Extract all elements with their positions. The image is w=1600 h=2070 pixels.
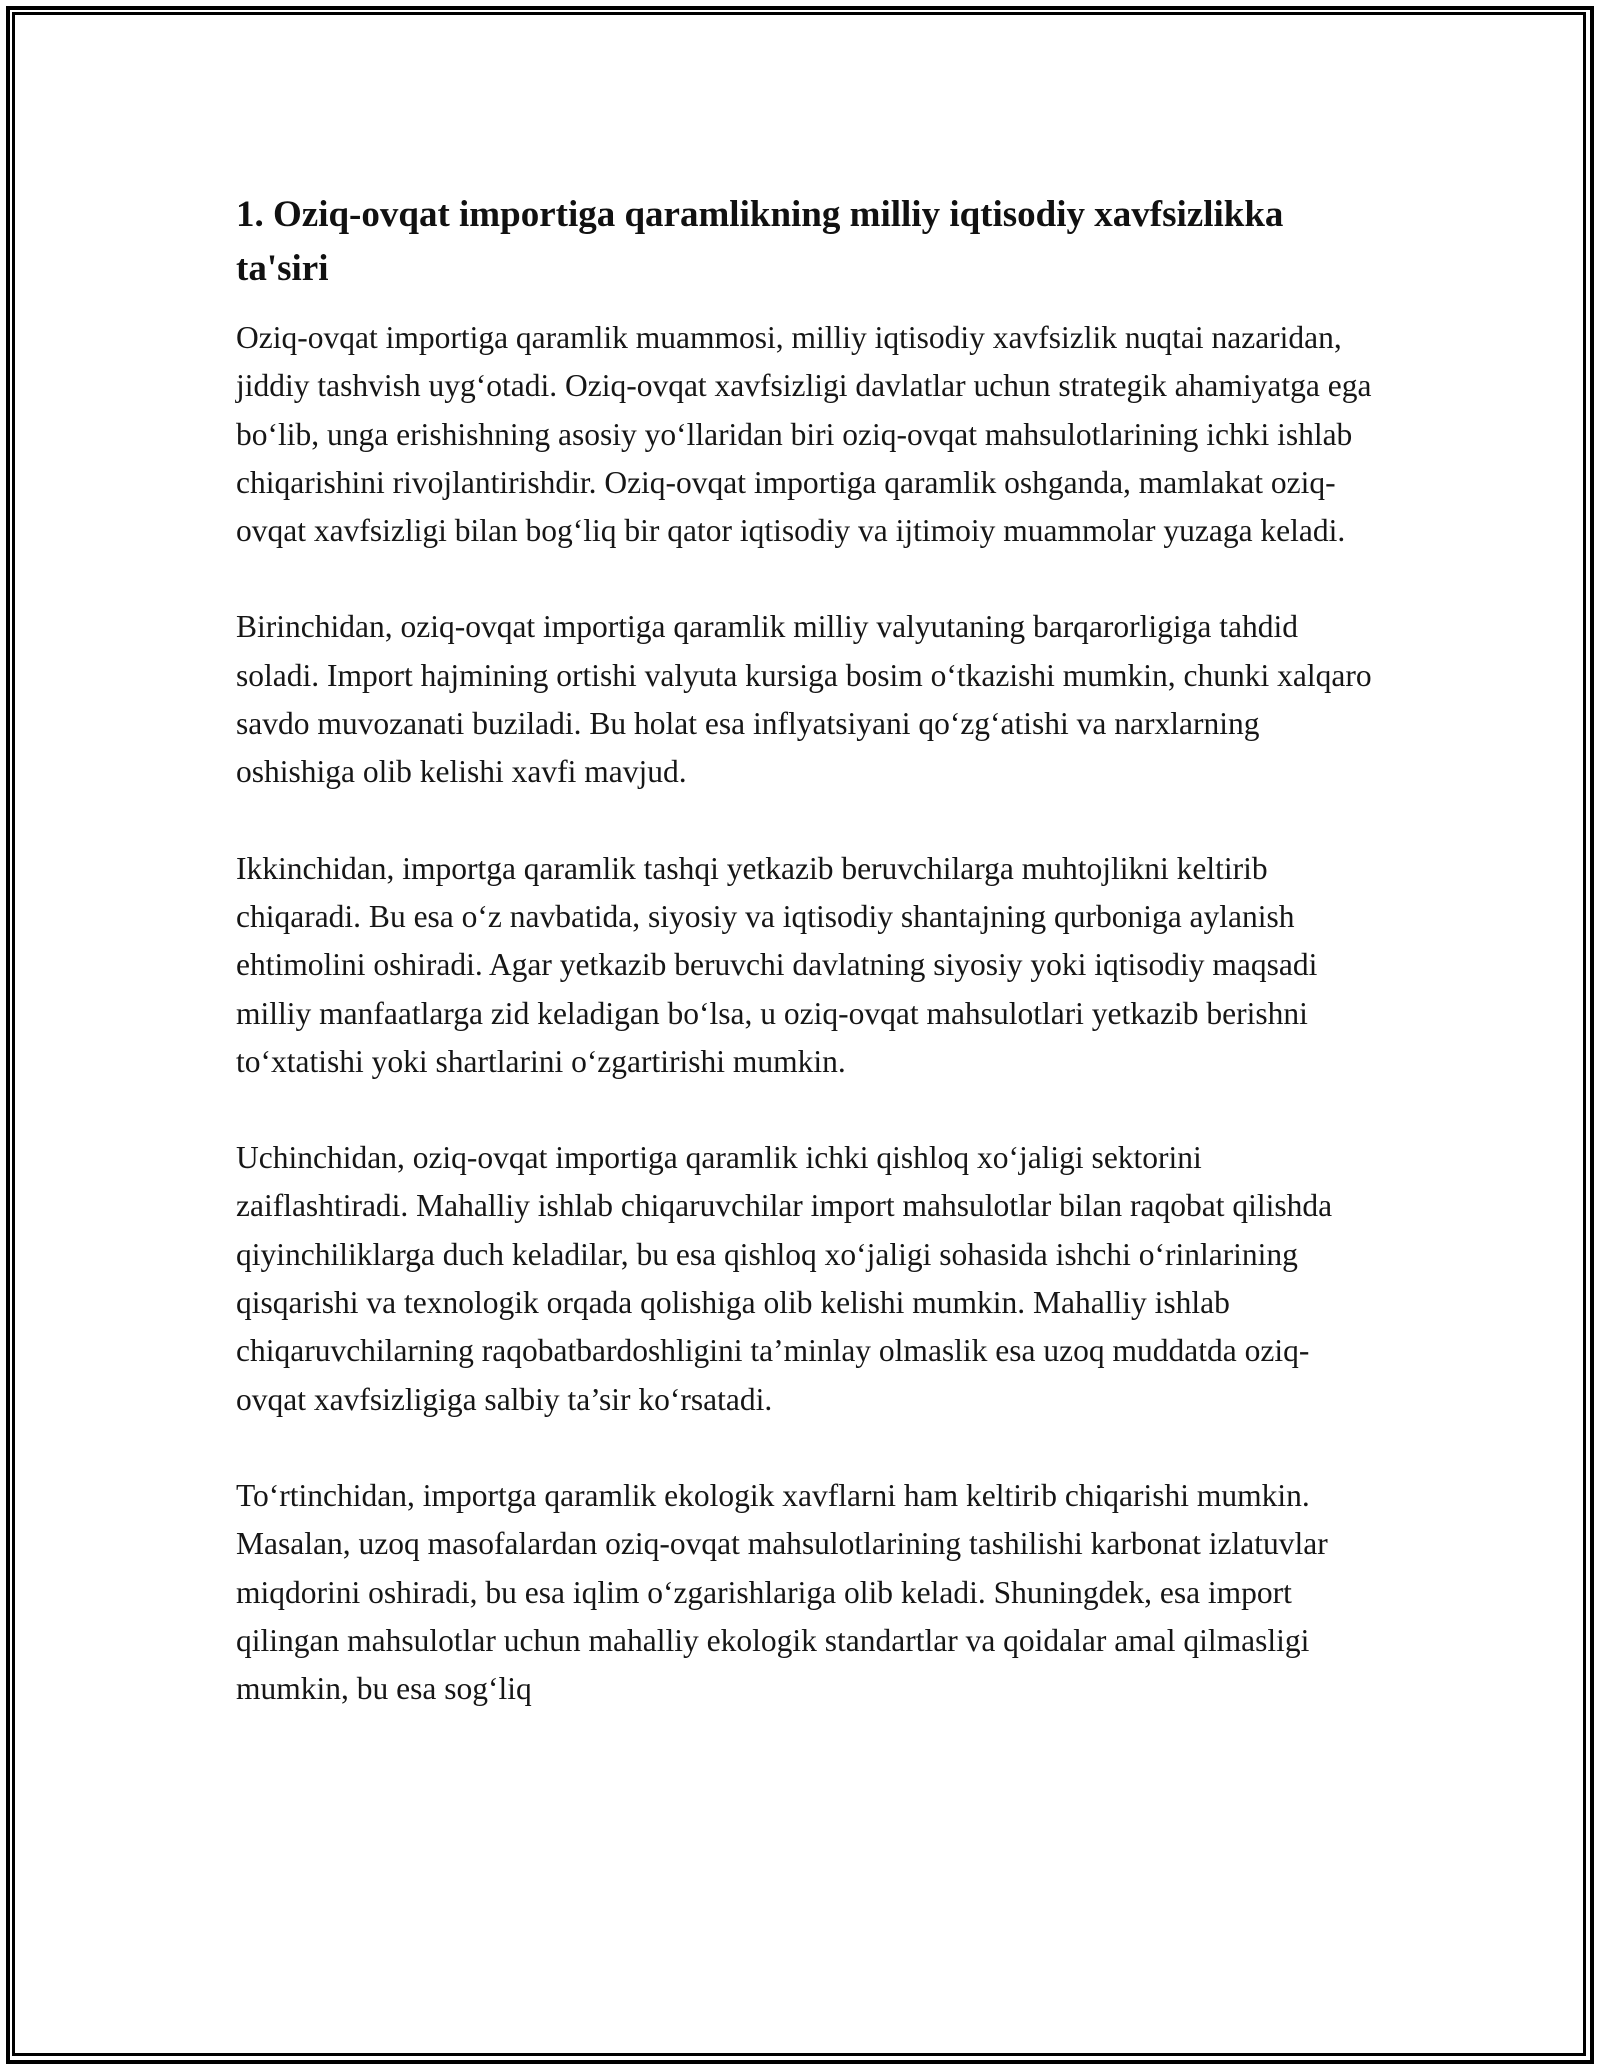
document-title: 1. Oziq-ovqat importiga qaramlikning milliy iqtisodiy xavfsizlikka ta'siri (236, 194, 1284, 289)
paragraph-third: Uchinchidan, oziq-ovqat importiga qaramlik ichki qishloq xo‘jaligi sektorini zaiflashtiradi. Mahalliy ishlab chiqaruvchilar import mahsulotlar bilan raqobat qilishda qiyinchiliklarga duch keladilar, bu esa qishloq xo‘jaligi sohasida ishchi o‘rinlarining qisqarishi va texnologik orqada qolishiga olib kelishi mumkin. Mahalliy ishlab chiqaruvchilarning raqobatbardoshligini ta’minlay olmaslik esa uzoq muddatda oziq-ovqat xavfsizligiga salbiy ta’sir ko‘rsatadi. (236, 1140, 1333, 1417)
paragraph-second: Ikkinchidan, importga qaramlik tashqi yetkazib beruvchilarga muhtojlikni keltirib chiqaradi. Bu esa o‘z navbatida, siyosiy va iqtisodiy shantajning qurboniga aylanish ehtimolini oshiradi. Agar yetkazib beruvchi davlatning siyosiy yoki iqtisodiy maqsadi milliy manfaatlarga zid keladigan bo‘lsa, u oziq-ovqat mahsulotlari yetkazib berishni to‘xtatishi yoki shartlarini o‘zgartirishi mumkin. (236, 850, 1318, 1079)
paragraph-first: Birinchidan, oziq-ovqat importiga qaramlik milliy valyutaning barqarorligiga tahdid soladi. Import hajmining ortishi valyuta kursiga bosim o‘tkazishi mumkin, chunki xalqaro savdo muvozanati buziladi. Bu holat esa inflyatsiyani qo‘zg‘atishi va narxlarning oshishiga olib kelishi xavfi mavjud. (236, 609, 1372, 790)
paragraph-intro: Oziq-ovqat importiga qaramlik muammosi, milliy iqtisodiy xavfsizlik nuqtai nazaridan, jiddiy tashvish uyg‘otadi. Oziq-ovqat xavfsizligi davlatlar uchun strategik ahamiyatga ega bo‘lib, unga erishishning asosiy yo‘llaridan biri oziq-ovqat mahsulotlarining ichki ishlab chiqarishini rivojlantirishdir. Oziq-ovqat importiga qaramlik oshganda, mamlakat oziq-ovqat xavfsizligi bilan bog‘liq bir qator iqtisodiy va ijtimoiy muammolar yuzaga keladi. (236, 320, 1372, 549)
paragraph-fourth: To‘rtinchidan, importga qaramlik ekologik xavflarni ham keltirib chiqarishi mumkin. Masalan, uzoq masofalardan oziq-ovqat mahsulotlarining tashilishi karbonat izlatuvlar miqdorini oshiradi, bu esa iqlim o‘zgarishlariga olib keladi. Shuningdek, esa import qilingan mahsulotlar uchun mahalliy ekologik standartlar va qoidalar amal qilmasligi mumkin, bu esa sog‘liq (236, 1477, 1328, 1707)
document-body (236, 188, 1376, 1761)
